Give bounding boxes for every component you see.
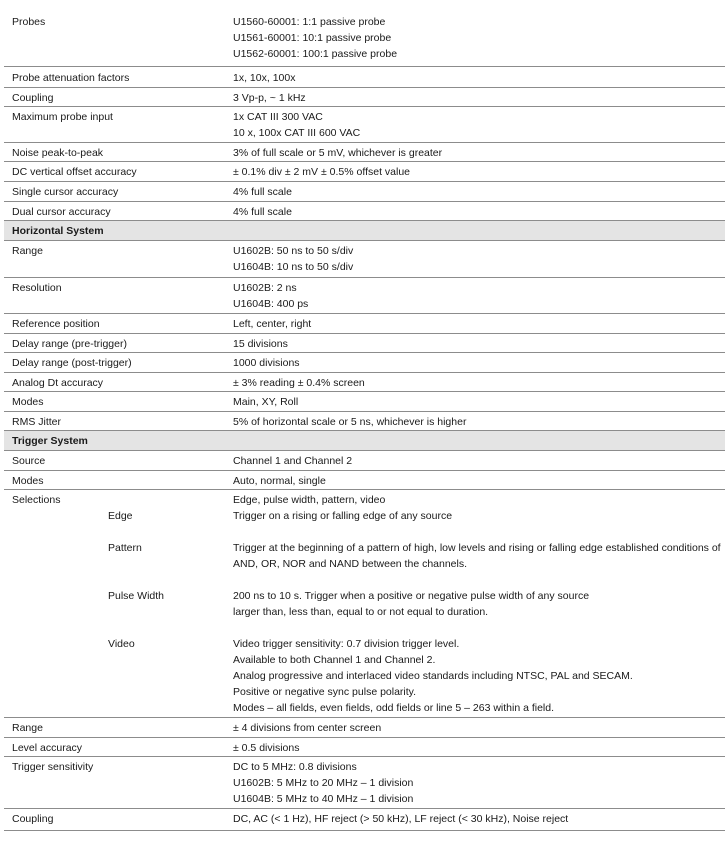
selection-value-line: Modes – all fields, even fields, odd fields or line 5 – 263 within a field.	[233, 702, 555, 714]
spec-label: Trigger sensitivity	[12, 761, 94, 773]
spec-value-line: U1602B: 50 ns to 50 s/div	[233, 245, 354, 257]
spec-label: Analog Dt accuracy	[12, 377, 104, 389]
spec-value-line: 4% full scale	[233, 186, 292, 198]
spec-value-line: 15 divisions	[233, 338, 288, 350]
spec-value	[233, 336, 288, 352]
selection-value-line: larger than, less than, equal to or not equal to duration.	[233, 606, 489, 618]
spec-value	[233, 109, 360, 141]
spec-value	[233, 492, 385, 508]
spec-label: Probe attenuation factors	[12, 72, 130, 84]
spec-row	[4, 143, 725, 162]
spec-value-line: U1604B: 5 MHz to 40 MHz – 1 division	[233, 793, 414, 805]
spec-value	[233, 414, 466, 430]
spec-value	[233, 90, 306, 106]
spec-label: Delay range (pre-trigger)	[12, 338, 127, 350]
spec-value	[233, 316, 311, 332]
spec-label: Single cursor accuracy	[12, 186, 119, 198]
spec-row	[4, 107, 725, 143]
spec-label: Level accuracy	[12, 742, 83, 754]
spec-label: Coupling	[12, 92, 54, 104]
spec-label: Dual cursor accuracy	[12, 206, 111, 218]
spec-value	[233, 145, 442, 161]
spec-value-line: 10 x, 100x CAT III 600 VAC	[233, 127, 361, 139]
spec-value	[233, 375, 365, 391]
spec-label: Reference position	[12, 318, 100, 330]
spec-label: Source	[12, 455, 46, 467]
spec-label: Modes	[12, 475, 44, 487]
section-header	[4, 431, 725, 451]
selection-value-line: Video trigger sensitivity: 0.7 division trigger level.	[233, 638, 460, 650]
spec-value-line: U1604B: 10 ns to 50 s/div	[233, 261, 354, 273]
spec-label: Modes	[12, 396, 44, 408]
selection-label: Pulse Width	[108, 590, 165, 602]
spec-value-line: DC, AC (< 1 Hz), HF reject (> 50 kHz), LF reject (< 30 kHz), Noise reject	[233, 813, 569, 825]
spec-value-line: U1561-60001: 10:1 passive probe	[233, 32, 392, 44]
spec-value-line: U1560-60001: 1:1 passive probe	[233, 16, 386, 28]
selection-value-line: Analog progressive and interlaced video standards including NTSC, PAL and SECAM.	[233, 670, 633, 682]
selection-value	[233, 508, 452, 524]
spec-value	[233, 394, 298, 410]
spec-value	[233, 280, 308, 312]
selection-value-line: Trigger on a rising or falling edge of any source	[233, 510, 453, 522]
spec-label: Delay range (post-trigger)	[12, 357, 132, 369]
spec-value-line: 5% of horizontal scale or 5 ns, whichever is higher	[233, 416, 467, 428]
spec-value-line: 3% of full scale or 5 mV, whichever is greater	[233, 147, 443, 159]
spec-value	[233, 473, 326, 489]
spec-value	[233, 453, 352, 469]
spec-value-line: ± 0.1% div ± 2 mV ± 0.5% offset value	[233, 166, 411, 178]
spec-label: Range	[12, 722, 43, 734]
spec-value-line: U1562-60001: 100:1 passive probe	[233, 48, 398, 60]
spec-value-line: ± 4 divisions from center screen	[233, 722, 382, 734]
spec-value	[233, 720, 381, 736]
spec-row	[4, 88, 725, 107]
spec-value-line: Left, center, right	[233, 318, 312, 330]
spec-value	[233, 243, 353, 275]
spec-row	[4, 182, 725, 202]
selection-value-line: AND, OR, NOR and NAND between the channels.	[233, 558, 468, 570]
spec-value	[233, 740, 299, 756]
spec-label: Noise peak-to-peak	[12, 147, 104, 159]
spec-value	[233, 811, 568, 827]
spec-value	[233, 204, 292, 220]
spec-value-line: 4% full scale	[233, 206, 292, 218]
spec-row	[4, 278, 725, 314]
spec-table	[4, 8, 725, 831]
spec-label: Maximum probe input	[12, 111, 113, 123]
spec-row	[4, 738, 725, 757]
spec-label: Range	[12, 245, 43, 257]
selection-value-line: Trigger at the beginning of a pattern of high, low levels and rising or falling edge established conditions of	[233, 542, 721, 554]
spec-row	[4, 162, 725, 182]
spec-row	[4, 471, 725, 490]
spec-value-line: Main, XY, Roll	[233, 396, 299, 408]
spec-value	[233, 164, 410, 180]
spec-label: DC vertical offset accuracy	[12, 166, 137, 178]
spec-row	[4, 334, 725, 353]
spec-value-line: 3 Vp-p, ~ 1 kHz	[233, 92, 306, 104]
spec-value-line: Auto, normal, single	[233, 475, 326, 487]
spec-value-line: U1604B: 400 ps	[233, 298, 309, 310]
section-title: Horizontal System	[12, 225, 104, 237]
spec-value	[233, 355, 300, 371]
selection-value-line: 200 ns to 10 s. Trigger when a positive or negative pulse width of any source	[233, 590, 590, 602]
spec-row	[4, 809, 725, 831]
spec-row	[4, 412, 725, 431]
spec-value-line: ± 3% reading ± 0.4% screen	[233, 377, 365, 389]
section-title: Trigger System	[12, 435, 88, 447]
spec-value-line: ± 0.5 divisions	[233, 742, 300, 754]
spec-row	[4, 202, 725, 221]
spec-label: Selections	[12, 494, 61, 506]
selections-row	[4, 490, 725, 718]
spec-label: Coupling	[12, 813, 54, 825]
spec-row	[4, 718, 725, 738]
spec-value-line: Channel 1 and Channel 2	[233, 455, 353, 467]
spec-label: Resolution	[12, 282, 62, 294]
spec-row	[4, 67, 725, 88]
selection-value	[233, 588, 589, 620]
spec-value	[233, 70, 295, 86]
spec-value-line: 1x CAT III 300 VAC	[233, 111, 323, 123]
selection-value	[233, 636, 633, 716]
spec-value-line: 1000 divisions	[233, 357, 300, 369]
spec-value	[233, 184, 292, 200]
selection-label: Video	[108, 638, 135, 650]
section-header	[4, 221, 725, 241]
selection-label: Edge	[108, 510, 133, 522]
spec-value-line: U1602B: 5 MHz to 20 MHz – 1 division	[233, 777, 414, 789]
spec-row	[4, 353, 725, 373]
selection-value-line: Available to both Channel 1 and Channel 2.	[233, 654, 436, 666]
spec-row	[4, 8, 725, 67]
spec-row	[4, 392, 725, 412]
selection-value	[233, 540, 721, 572]
spec-value-line: Edge, pulse width, pattern, video	[233, 494, 386, 506]
spec-row	[4, 241, 725, 278]
spec-row	[4, 757, 725, 809]
selection-value-line: Positive or negative sync pulse polarity.	[233, 686, 417, 698]
spec-value-line: DC to 5 MHz: 0.8 divisions	[233, 761, 357, 773]
spec-label: RMS Jitter	[12, 416, 62, 428]
spec-value	[233, 759, 413, 807]
spec-label: Probes	[12, 16, 46, 28]
spec-value-line: U1602B: 2 ns	[233, 282, 297, 294]
selection-label: Pattern	[108, 542, 142, 554]
spec-row	[4, 373, 725, 392]
spec-row	[4, 314, 725, 334]
spec-value	[233, 14, 397, 62]
spec-row	[4, 451, 725, 471]
spec-value-line: 1x, 10x, 100x	[233, 72, 296, 84]
